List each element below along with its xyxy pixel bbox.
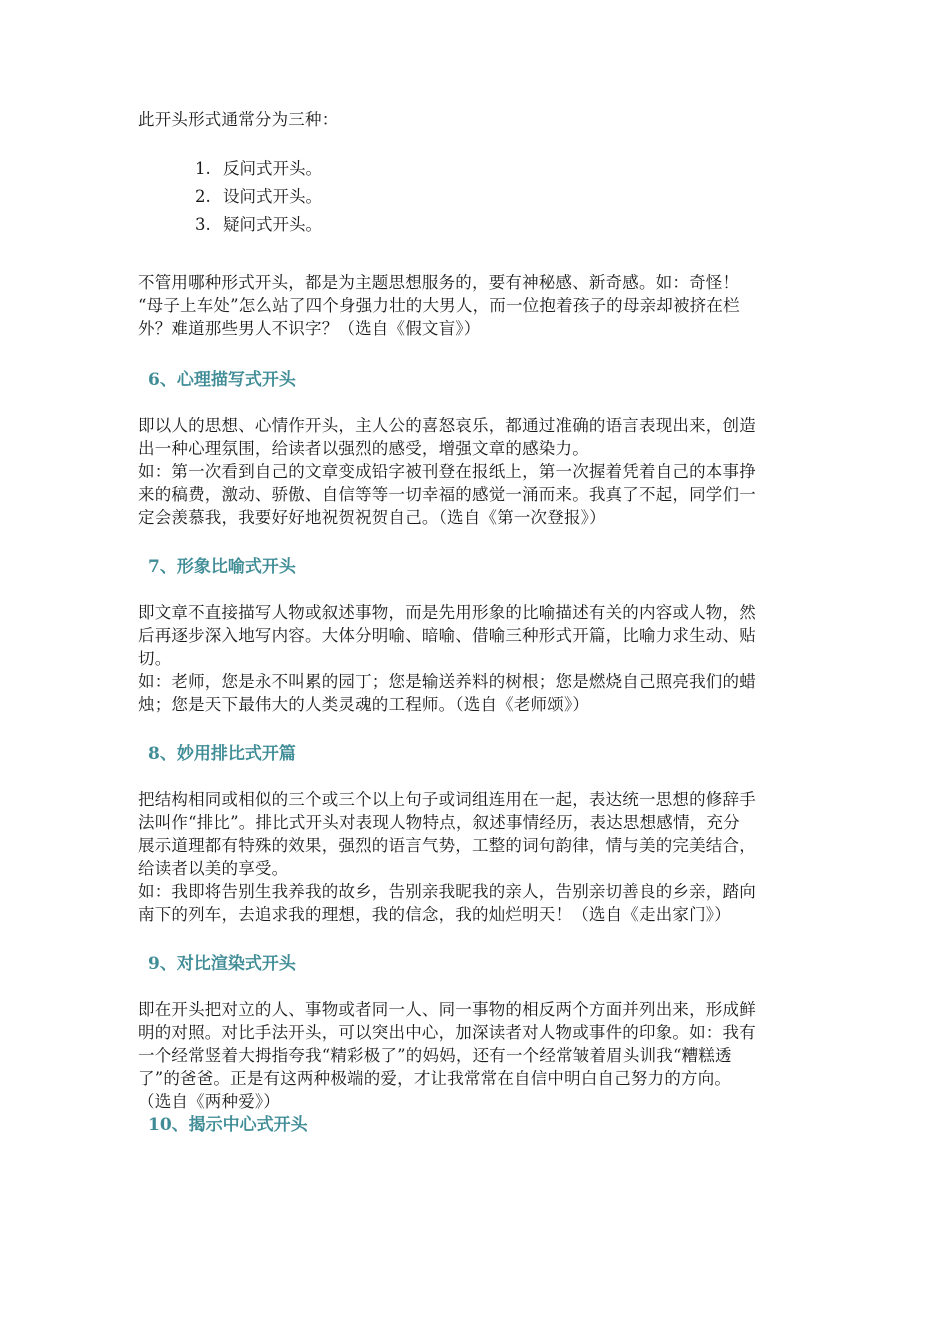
section-heading-9: 9、对比渲染式开头 — [148, 954, 296, 974]
text-line: 如：我即将告别生我养我的故乡，告别亲我昵我的亲人，告别亲切善良的乡亲，踏向 — [138, 882, 756, 901]
text-line: 把结构相同或相似的三个或三个以上句子或词组连用在一起，表达统一思想的修辞手 — [138, 790, 756, 809]
list-number: 3. — [195, 215, 211, 234]
text-line: 后再逐步深入地写内容。大体分明喻、暗喻、借喻三种形式开篇，比喻力求生动、贴 — [138, 626, 756, 645]
text-line: 法叫作“排比”。排比式开头对表现人物特点，叙述事情经历，表达思想感情，充分 — [138, 813, 740, 832]
text-line: 外？难道那些男人不识字？（选自《假文盲》） — [138, 319, 481, 338]
document-page — [138, 108, 810, 1137]
text-line: 即文章不直接描写人物或叙述事物，而是先用形象的比喻描述有关的内容或人物，然 — [138, 603, 756, 622]
section-heading-10: 10、揭示中心式开头 — [148, 1115, 308, 1135]
text-line: 展示道理都有特殊的效果，强烈的语言气势，工整的词句韵律，情与美的完美结合， — [138, 836, 756, 855]
forms-paragraph — [138, 271, 810, 340]
list-number: 1. — [195, 159, 211, 178]
section-heading-8: 8、妙用排比式开篇 — [148, 744, 296, 764]
text-line: 烛；您是天下最伟大的人类灵魂的工程师。（选自《老师颂》） — [138, 695, 590, 714]
text-line: 一个经常竖着大拇指夸我“精彩极了”的妈妈，还有一个经常皱着眉头训我“糟糕透 — [138, 1046, 732, 1065]
text-line: 南下的列车，去追求我的理想，我的信念，我的灿烂明天！（选自《走出家门》） — [138, 905, 731, 924]
text-line: 如：第一次看到自己的文章变成铅字被刊登在报纸上，第一次握着凭着自己的本事挣 — [138, 462, 756, 481]
section-body-6 — [138, 414, 810, 529]
list-text: 设问式开头。 — [223, 187, 322, 206]
text-line: 明的对照。对比手法开头，可以突出中心，加深读者对人物或事件的印象。如：我有 — [138, 1023, 756, 1042]
text-line: 出一种心理氛围，给读者以强烈的感受，增强文章的感染力。 — [138, 439, 589, 458]
intro-line: 此开头形式通常分为三种： — [138, 110, 339, 129]
text-line: 即在开头把对立的人、事物或者同一人、同一事物的相反两个方面并列出来，形成鲜 — [138, 1000, 756, 1019]
section-body-8 — [138, 788, 810, 926]
opening-types-list — [195, 155, 810, 239]
intro-text — [138, 108, 810, 131]
section-heading-7: 7、形象比喻式开头 — [148, 557, 296, 577]
text-line: 了”的爸爸。正是有这两种极端的爱，才让我常常在自信中明白自己努力的方向。 — [138, 1069, 732, 1088]
text-line: 定会羡慕我，我要好好地祝贺祝贺自己。（选自《第一次登报》） — [138, 508, 606, 527]
list-item — [195, 155, 810, 183]
text-line: 给读者以美的享受。 — [138, 859, 289, 878]
text-line: （选自《两种爱》） — [138, 1092, 281, 1111]
text-line: 即以人的思想、心情作开头，主人公的喜怒哀乐，都通过准确的语言表现出来，创造 — [138, 416, 756, 435]
list-item — [195, 211, 810, 239]
text-line: 不管用哪种形式开头，都是为主题思想服务的，要有神秘感、新奇感。如：奇怪！ — [138, 273, 740, 292]
section-body-9 — [138, 998, 810, 1113]
section-body-7 — [138, 601, 810, 716]
text-line: 来的稿费，激动、骄傲、自信等等一切幸福的感觉一涌而来。我真了不起，同学们一 — [138, 485, 756, 504]
text-line: 如：老师，您是永不叫累的园丁；您是输送养料的树根；您是燃烧自己照亮我们的蜡 — [138, 672, 756, 691]
list-number: 2. — [195, 187, 211, 206]
text-line: “母子上车处”怎么站了四个身强力壮的大男人，而一位抱着孩子的母亲却被挤在栏 — [138, 296, 740, 315]
text-line: 切。 — [138, 649, 172, 668]
section-heading-6: 6、心理描写式开头 — [148, 370, 296, 390]
list-text: 反问式开头。 — [223, 159, 322, 178]
list-text: 疑问式开头。 — [223, 215, 322, 234]
list-item — [195, 183, 810, 211]
